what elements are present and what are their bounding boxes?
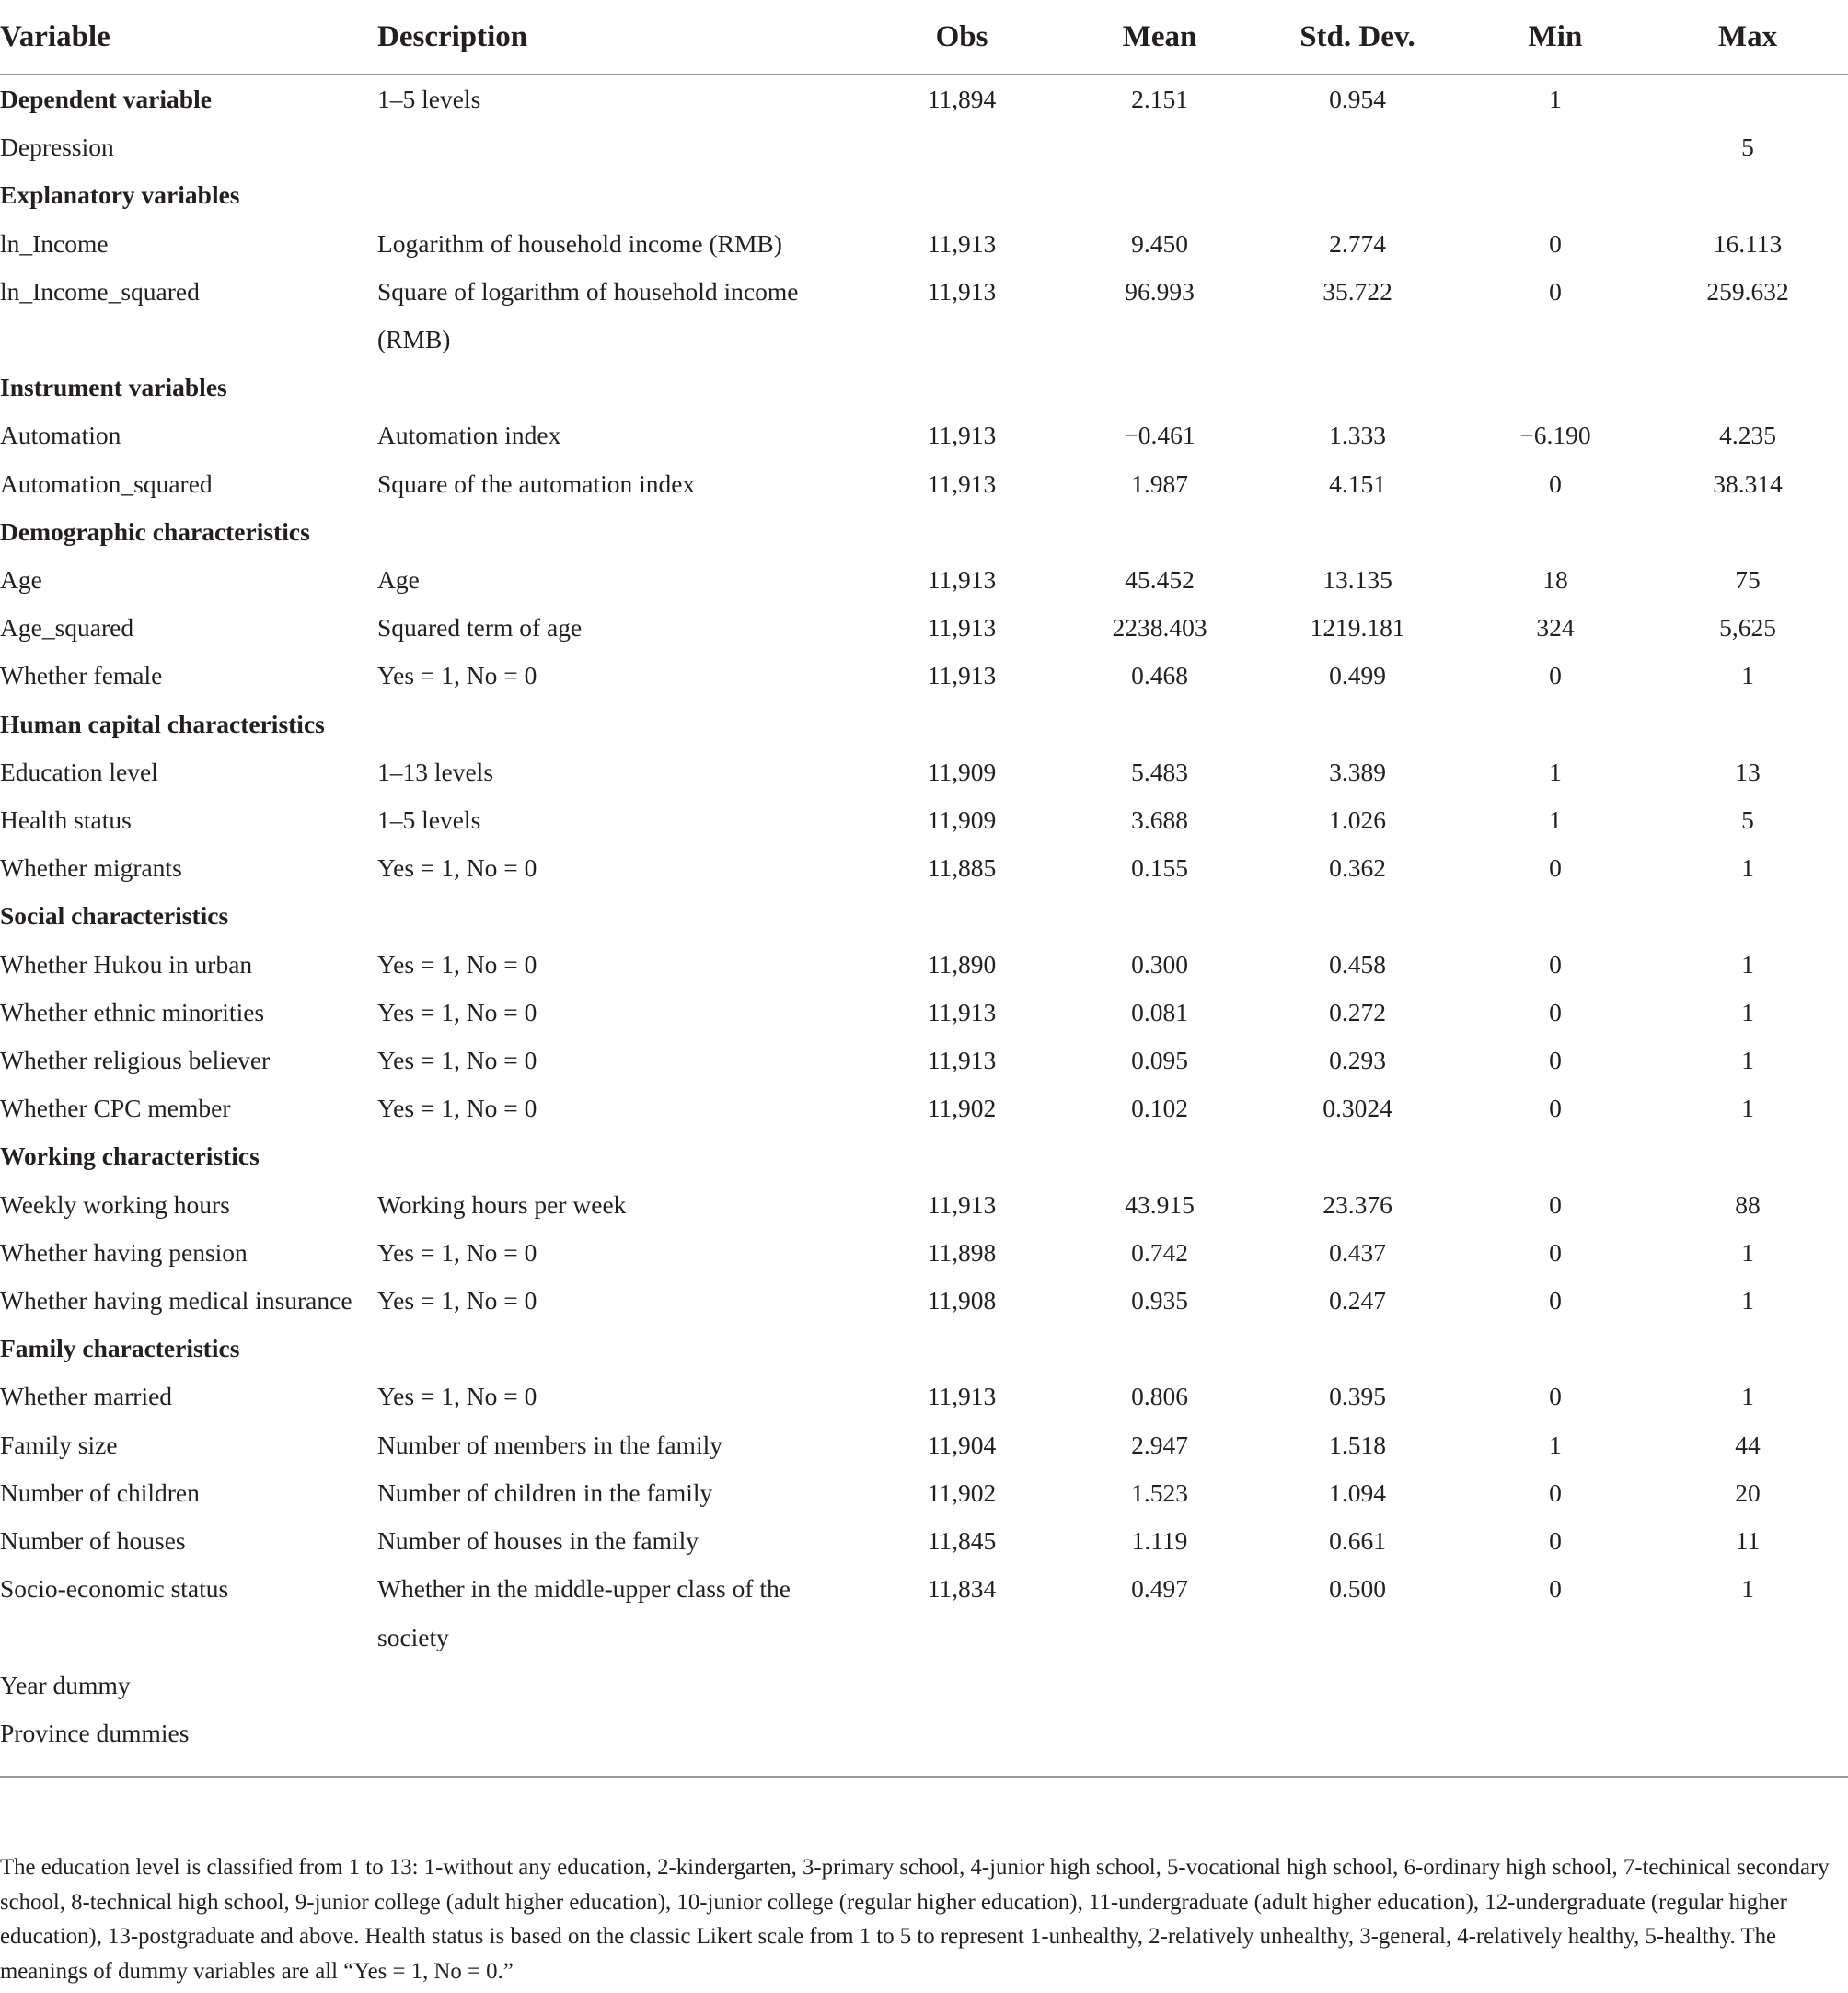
cell-description: Yes = 1, No = 0 — [377, 1286, 537, 1315]
header-row — [0, 0, 1848, 75]
cell-min: 0 — [1549, 949, 1562, 979]
cell-mean: 0.300 — [1131, 949, 1188, 979]
table-row — [0, 652, 1848, 700]
cell-std-dev: 2.774 — [1329, 228, 1386, 258]
cell-description: Age — [377, 565, 420, 595]
cell-std-dev: 1.094 — [1329, 1477, 1386, 1507]
cell-obs: 11,885 — [927, 853, 997, 883]
table-row — [0, 460, 1848, 508]
cell-max: 16.113 — [1713, 228, 1783, 258]
cell-max: 5 — [1741, 805, 1754, 835]
cell-std-dev: 1219.181 — [1310, 613, 1405, 643]
section-row-explanatory — [0, 171, 1848, 219]
cell-variable: Province dummies — [0, 1718, 190, 1747]
cell-std-dev: 13.135 — [1322, 565, 1392, 595]
cell-mean: 1.119 — [1131, 1526, 1188, 1556]
cell-max: 1 — [1741, 1574, 1754, 1604]
cell-mean: 0.935 — [1131, 1286, 1188, 1315]
cell-mean: 2238.403 — [1112, 613, 1207, 643]
cell-variable: Whether religious believer — [0, 1046, 271, 1075]
cell-description: Yes = 1, No = 0 — [377, 661, 537, 690]
cell-max: 1 — [1741, 1094, 1754, 1123]
cell-obs: 11,913 — [927, 565, 997, 595]
section-label: Dependent variable — [0, 85, 212, 113]
section-label: Explanatory variables — [0, 180, 240, 210]
table-row — [0, 1421, 1848, 1469]
table-row — [0, 1373, 1848, 1420]
cell-obs: 11,902 — [927, 1094, 997, 1123]
table-row — [0, 123, 1848, 171]
table-row — [0, 1084, 1848, 1132]
table-row — [0, 220, 1848, 268]
cell-obs: 11,890 — [927, 949, 997, 979]
cell-description: Working hours per week — [377, 1189, 627, 1219]
cell-description: Yes = 1, No = 0 — [377, 1382, 537, 1411]
table-row — [0, 1469, 1848, 1517]
cell-std-dev: 0.954 — [1329, 85, 1386, 113]
cell-description: Yes = 1, No = 0 — [377, 853, 537, 883]
cell-obs: 11,913 — [927, 1189, 997, 1219]
cell-max: 20 — [1735, 1477, 1761, 1507]
cell-max: 1 — [1741, 1046, 1754, 1075]
cell-std-dev: 0.499 — [1329, 661, 1386, 690]
header-max: Max — [1647, 0, 1848, 75]
cell-obs: 11,904 — [927, 1430, 997, 1459]
section-row-working — [0, 1132, 1848, 1180]
cell-obs: 11,898 — [927, 1237, 997, 1267]
cell-obs: 11,845 — [927, 1526, 997, 1556]
cell-std-dev: 0.293 — [1329, 1046, 1386, 1075]
cell-variable: Whether female — [0, 661, 163, 690]
cell-description: Logarithm of household income (RMB) — [377, 228, 782, 258]
cell-mean: 0.468 — [1131, 661, 1188, 690]
section-row-family — [0, 1325, 1848, 1373]
cell-description: Squared term of age — [377, 613, 583, 643]
cell-std-dev: 0.272 — [1329, 997, 1386, 1026]
cell-empty — [1647, 75, 1848, 123]
cell-variable: Number of children — [0, 1477, 200, 1507]
table-row — [0, 556, 1848, 604]
cell-max: 5 — [1741, 133, 1754, 162]
cell-empty — [1252, 123, 1463, 171]
section-row-social — [0, 892, 1848, 940]
cell-max: 13 — [1735, 757, 1761, 786]
cell-max: 4.235 — [1719, 421, 1776, 450]
section-label: Working characteristics — [0, 1141, 260, 1171]
cell-min: 0 — [1549, 1526, 1562, 1556]
cell-description: Number of houses in the family — [377, 1526, 699, 1556]
cell-variable: Whether married — [0, 1382, 173, 1411]
cell-description: Yes = 1, No = 0 — [377, 1237, 537, 1267]
section-label: Instrument variables — [0, 373, 227, 402]
cell-mean: 0.806 — [1131, 1382, 1188, 1411]
cell-obs: 11,913 — [927, 1046, 997, 1075]
table-row — [0, 268, 1848, 364]
cell-std-dev: 0.395 — [1329, 1382, 1386, 1411]
cell-variable: Weekly working hours — [0, 1189, 230, 1219]
table-row — [0, 1662, 1848, 1709]
cell-mean: 45.452 — [1125, 565, 1195, 595]
cell-mean: 1.987 — [1131, 469, 1188, 498]
cell-variable: Health status — [0, 805, 132, 835]
cell-max: 5,625 — [1719, 613, 1776, 643]
header-obs: Obs — [856, 0, 1068, 75]
cell-obs: 11,913 — [927, 1382, 997, 1411]
table-row — [0, 989, 1848, 1037]
cell-min: 1 — [1549, 805, 1562, 835]
cell-mean: 96.993 — [1125, 276, 1195, 306]
cell-obs: 11,913 — [927, 469, 997, 498]
table-row — [0, 748, 1848, 796]
cell-std-dev: 3.389 — [1329, 757, 1386, 786]
header-mean: Mean — [1068, 0, 1252, 75]
cell-description: 1–5 levels — [377, 805, 481, 835]
table-row — [0, 604, 1848, 652]
cell-max: 1 — [1741, 997, 1754, 1026]
cell-description: Yes = 1, No = 0 — [377, 949, 537, 979]
cell-obs: 11,913 — [927, 661, 997, 690]
cell-description: 1–13 levels — [377, 757, 494, 786]
cell-min: 0 — [1549, 1477, 1562, 1507]
cell-mean: 0.155 — [1131, 853, 1188, 883]
cell-max: 75 — [1735, 565, 1761, 595]
cell-min: −6.190 — [1519, 421, 1591, 450]
table-row — [0, 796, 1848, 844]
cell-mean: 9.450 — [1131, 228, 1188, 258]
cell-variable: Education level — [0, 757, 158, 786]
cell-mean: 0.081 — [1131, 997, 1188, 1026]
cell-variable: Depression — [0, 133, 114, 162]
cell-obs: 11,913 — [927, 613, 997, 643]
table-header — [0, 0, 1848, 75]
cell-variable: Whether migrants — [0, 853, 182, 883]
cell-min: 0 — [1549, 1046, 1562, 1075]
cell-description: Automation index — [377, 421, 561, 450]
cell-max: 1 — [1741, 661, 1754, 690]
cell-empty — [856, 123, 1068, 171]
cell-variable: Whether having medical insurance — [0, 1286, 352, 1315]
cell-min: 0 — [1549, 1574, 1562, 1604]
cell-mean: 5.483 — [1131, 757, 1188, 786]
cell-std-dev: 35.722 — [1322, 276, 1392, 306]
cell-obs: 11,894 — [927, 85, 997, 113]
cell-max: 1 — [1741, 1237, 1754, 1267]
cell-std-dev: 1.518 — [1329, 1430, 1386, 1459]
cell-obs: 11,909 — [927, 757, 997, 786]
cell-min: 0 — [1549, 661, 1562, 690]
cell-obs: 11,913 — [927, 421, 997, 450]
cell-variable: Year dummy — [0, 1670, 131, 1699]
cell-std-dev: 0.661 — [1329, 1526, 1386, 1556]
cell-variable: Age — [0, 565, 42, 595]
cell-description: Square of the automation index — [377, 469, 696, 498]
cell-min: 0 — [1549, 1237, 1562, 1267]
cell-min: 0 — [1549, 1189, 1562, 1219]
cell-empty — [1068, 123, 1252, 171]
cell-max: 38.314 — [1713, 469, 1783, 498]
table-row — [0, 844, 1848, 892]
section-label: Human capital characteristics — [0, 709, 325, 738]
cell-variable: Socio-economic status — [0, 1574, 229, 1604]
cell-min: 0 — [1549, 1094, 1562, 1123]
cell-description: Number of members in the family — [377, 1430, 722, 1459]
table-body — [0, 75, 1848, 1777]
table-row — [0, 941, 1848, 989]
section-label: Social characteristics — [0, 901, 229, 931]
table-row — [0, 1229, 1848, 1277]
table-row — [0, 1517, 1848, 1565]
cell-std-dev: 0.247 — [1329, 1286, 1386, 1315]
cell-variable: Automation — [0, 421, 121, 450]
table-row — [0, 411, 1848, 459]
cell-min: 1 — [1549, 85, 1562, 113]
cell-description: Yes = 1, No = 0 — [377, 1046, 537, 1075]
cell-description: Yes = 1, No = 0 — [377, 1094, 537, 1123]
cell-variable: Whether having pension — [0, 1237, 248, 1267]
cell-std-dev: 4.151 — [1329, 469, 1386, 498]
cell-max: 88 — [1735, 1189, 1761, 1219]
cell-obs: 11,902 — [927, 1477, 997, 1507]
cell-std-dev: 0.500 — [1329, 1574, 1386, 1604]
cell-variable: Family size — [0, 1430, 118, 1459]
table-row — [0, 1565, 1848, 1661]
cell-variable: Whether CPC member — [0, 1094, 231, 1123]
header-min: Min — [1463, 0, 1647, 75]
cell-obs: 11,913 — [927, 997, 997, 1026]
cell-mean: 3.688 — [1131, 805, 1188, 835]
cell-std-dev: 0.437 — [1329, 1237, 1386, 1267]
cell-mean: 2.947 — [1131, 1430, 1188, 1459]
table-bottom-rule — [0, 1757, 1848, 1777]
cell-max: 44 — [1735, 1430, 1761, 1459]
header-std-dev: Std. Dev. — [1252, 0, 1463, 75]
header-variable: Variable — [0, 0, 377, 75]
cell-mean: 0.095 — [1131, 1046, 1188, 1075]
cell-description: Whether in the middle-upper class of the society — [377, 1574, 791, 1651]
cell-min: 0 — [1549, 997, 1562, 1026]
table-row — [0, 1181, 1848, 1229]
cell-std-dev: 1.333 — [1329, 421, 1386, 450]
cell-min: 1 — [1549, 1430, 1562, 1459]
cell-obs: 11,834 — [927, 1574, 997, 1604]
section-row-demographic — [0, 508, 1848, 556]
cell-max: 11 — [1735, 1526, 1761, 1556]
section-row-dependent — [0, 75, 1848, 123]
cell-max: 1 — [1741, 1286, 1754, 1315]
section-row-human-capital — [0, 701, 1848, 748]
cell-max: 1 — [1741, 949, 1754, 979]
cell-obs: 11,909 — [927, 805, 997, 835]
cell-variable: ln_Income — [0, 228, 109, 258]
table-row — [0, 1037, 1848, 1084]
cell-min: 0 — [1549, 469, 1562, 498]
cell-mean: 2.151 — [1131, 85, 1188, 113]
cell-std-dev: 0.362 — [1329, 853, 1386, 883]
table-row — [0, 1277, 1848, 1325]
cell-max: 259.632 — [1706, 276, 1789, 306]
section-label: Demographic characteristics — [0, 516, 310, 546]
cell-variable: Age_squared — [0, 613, 134, 643]
cell-obs: 11,913 — [927, 276, 997, 306]
cell-variable: Whether Hukou in urban — [0, 949, 253, 979]
cell-empty — [1463, 123, 1647, 171]
cell-mean: 43.915 — [1125, 1189, 1195, 1219]
cell-description: Number of children in the family — [377, 1477, 713, 1507]
cell-mean: −0.461 — [1124, 421, 1195, 450]
cell-min: 1 — [1549, 757, 1562, 786]
cell-mean: 0.742 — [1131, 1237, 1188, 1267]
cell-std-dev: 0.3024 — [1322, 1094, 1392, 1123]
cell-std-dev: 23.376 — [1322, 1189, 1392, 1219]
cell-min: 0 — [1549, 276, 1562, 306]
cell-empty — [377, 123, 856, 171]
cell-description: Yes = 1, No = 0 — [377, 997, 537, 1026]
cell-min: 324 — [1536, 613, 1575, 643]
table-row — [0, 1709, 1848, 1757]
cell-max: 1 — [1741, 853, 1754, 883]
table-footnote: The education level is classified from 1 to 13: 1-without any education, 2-kindergarten, 3-primary school, 4-junior high school, 5-vocational high school, 6-ordinary high school, 7-techinical secondary school, 8-technical high school, 9-junior college (adult higher education), 10-junior college (regular higher education), 11-undergraduate (adult higher education), 12-undergraduate (regular higher education), 13-postgraduate and above. Health status is based on the classic Likert scale from 1 to 5 to represent 1-unhealthy, 2-relatively unhealthy, 3-general, 4-relatively healthy, 5-healthy. The meanings of dummy variables are all “Yes = 1, No = 0.” — [0, 1855, 1830, 1984]
cell-mean: 0.102 — [1131, 1094, 1188, 1123]
cell-mean: 0.497 — [1131, 1574, 1188, 1604]
cell-std-dev: 0.458 — [1329, 949, 1386, 979]
cell-min: 0 — [1549, 853, 1562, 883]
cell-description: Square of logarithm of household income (RMB) — [377, 276, 799, 354]
cell-mean: 1.523 — [1131, 1477, 1188, 1507]
cell-min: 0 — [1549, 228, 1562, 258]
cell-description: 1–5 levels — [377, 85, 481, 113]
cell-std-dev: 1.026 — [1329, 805, 1386, 835]
cell-min: 0 — [1549, 1382, 1562, 1411]
cell-variable: Whether ethnic minorities — [0, 997, 265, 1026]
cell-variable: Automation_squared — [0, 469, 213, 498]
cell-variable: ln_Income_squared — [0, 276, 200, 306]
section-label: Family characteristics — [0, 1334, 240, 1363]
cell-obs: 11,908 — [927, 1286, 997, 1315]
cell-variable: Number of houses — [0, 1526, 186, 1556]
cell-obs: 11,913 — [927, 228, 997, 258]
cell-min: 0 — [1549, 1286, 1562, 1315]
section-row-instrument — [0, 364, 1848, 411]
cell-min: 18 — [1542, 565, 1568, 595]
header-description: Description — [377, 0, 856, 75]
cell-max: 1 — [1741, 1382, 1754, 1411]
